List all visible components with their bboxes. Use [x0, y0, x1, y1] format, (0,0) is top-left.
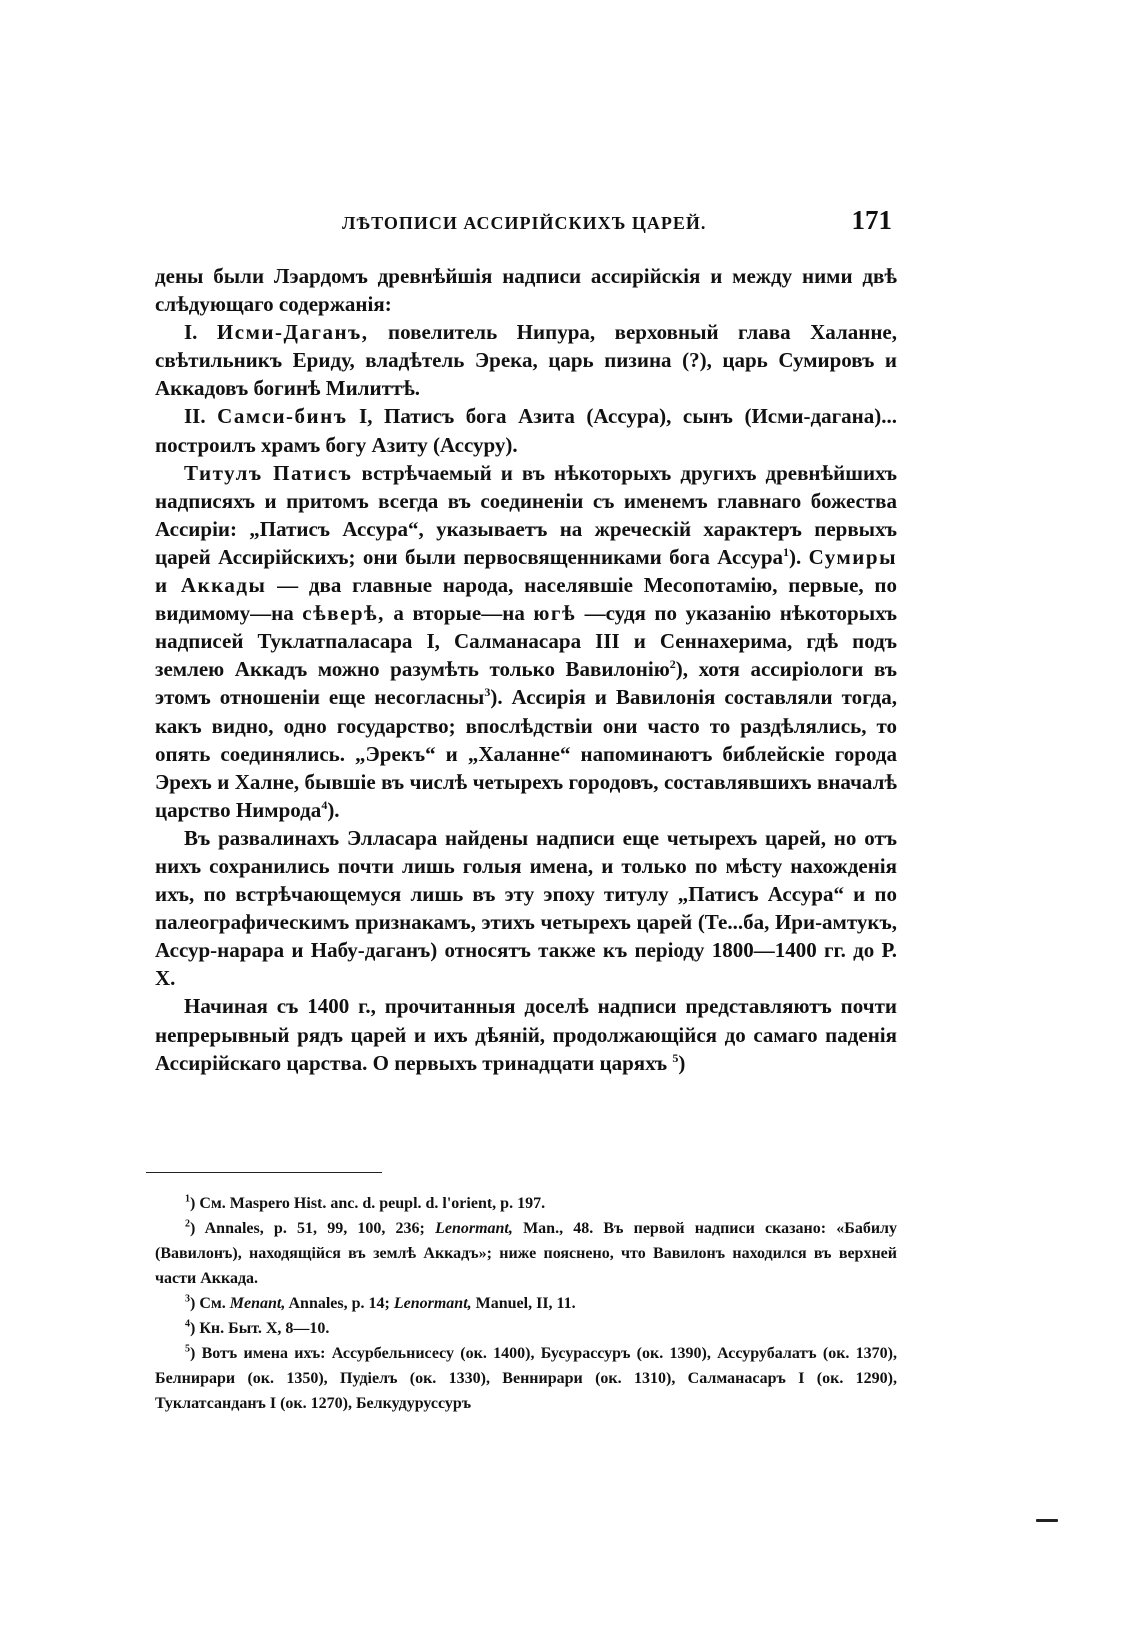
paragraph-6-text: Начиная съ 1400 г., прочитанныя доселѣ надписи представляютъ почти непрерывный рядъ царей и ихъ дѣяній, продолжающійся до самаго паденія Ассирійскаго царства. О первыхъ тринадцати царяхъ [155, 994, 897, 1075]
footnote-ref[interactable]: 1 [783, 544, 789, 559]
footnote-mark: 5 [185, 1343, 190, 1355]
footnote-3-text-a: ) См. [190, 1295, 226, 1312]
paragraph-1 [155, 262, 897, 318]
spaced-term: Сумиры и Аккады [155, 544, 897, 598]
paragraph-4-text-a: встрѣчаемый и въ нѣкоторыхъ другихъ древнѣйшихъ надписяхъ и притомъ всегда въ соединеніи съ именемъ главнаго божества Ассиріи: „Патисъ Ассура“, указываетъ на жреческій характеръ первыхъ царей Ассирійскихъ; они были первосвященниками бога Ассура [155, 460, 898, 569]
footnote-4-text: ) Кн. Быт. X, 8—10. [190, 1320, 330, 1337]
footnote-mark: 1 [185, 1193, 190, 1205]
paren: ). [789, 544, 802, 569]
paragraph-3-text: I, Патисъ бога Азита (Ассура), сынъ (Исми-дагана)... построилъ храмъ богу Азиту (Ассуру). [155, 404, 898, 457]
paragraph-5 [155, 824, 897, 993]
footnote-2-text-b: Man., 48. Въ первой надписи сказано: «Бабилу (Вавилонъ), находящійся въ землѣ Аккадъ»; ниже пояснено, что Вавилонъ находился въ верхней части Аккада. [155, 1220, 898, 1287]
paragraph-4-text-c: а вторые—на [393, 601, 525, 626]
paragraph-4-text-b: — два главные народа, населявшіе Месопотамію, первые, по видимому—на [155, 573, 897, 626]
paragraph-2 [155, 318, 897, 402]
footnote-3 [155, 1291, 897, 1316]
paragraph-4: Титулъ Патисъ встрѣчаемый и въ нѣкоторыхъ другихъ древнѣйшихъ надписяхъ и притомъ всегда въ соединеніи съ именемъ главнаго божества Ассиріи: „Патисъ Ассура“, указываетъ на жреческій характеръ первыхъ царей Ассирійскихъ; они были первосвященниками бога Ассура$^1$). Сумиры и Аккады — два главные народа, населявшіе Месопотамію, первые, по видимому—на сѣверѣ, а вторые—на югѣ —судя по указанію нѣкоторыхъ надписей Туклатпаласара I, Салманасара III и Сеннахерима, гдѣ подъ землею Аккадъ можно разумѣть только Вавилонію$^2$), хотя ассиріологи въ этомъ отношеніи еще несогласны$^3$). Ассирія и Вавилонія составляли тогда, какъ видно, одно государство; впослѣдствіи они часто то раздѣлялись, то опять соединялись. „Эрекъ“ и „Халанне“ напоминаютъ библейскіе города Эрехъ и Халне, бывшіе въ числѣ четырехъ городовъ, составлявшихъ вначалѣ царство Нимрода$^4$). [155, 460, 898, 822]
inscription-number: II. [184, 404, 206, 429]
footnote-divider [146, 1172, 382, 1173]
footnote-mark: 2 [185, 1218, 190, 1230]
paragraph-2-text: повелитель Нипура, верховный глава Халанне, свѣтильникъ Ериду, владѣтель Эрека, царь пизина (?), царь Сумировъ и Аккадовъ богинѣ Милиттѣ. [155, 320, 898, 401]
footnote-5 [155, 1341, 897, 1416]
author-name: Menant, [229, 1295, 286, 1312]
page-number: 171 [851, 205, 892, 235]
footnote-ref[interactable]: 2 [669, 657, 676, 672]
paragraph-5-text: Въ развалинахъ Элласара найдены надписи еще четырехъ царей, но отъ нихъ сохранились почти лишь голыя имена, и только по мѣсту нахожденія ихъ, по встрѣчающемуся лишь въ эту эпоху титулу „Патисъ Ассура“ и по палеографическимъ признакамъ, этихъ четырехъ царей (Те...ба, Ири-амтукъ, Ассур-нарара и Набу-даганъ) относятъ также къ періоду 1800—1400 гг. до Р. Х. [155, 825, 897, 991]
footnote-ref[interactable]: 4 [321, 797, 328, 812]
footnote-ref[interactable]: 5 [672, 1050, 679, 1065]
body-text [155, 262, 897, 1077]
king-name: Исми-Даганъ, [216, 320, 369, 345]
footnote-mark: 3 [185, 1293, 190, 1305]
paren: ). [327, 797, 340, 822]
author-name: Lenormant, [393, 1295, 472, 1312]
footnote-4 [155, 1316, 897, 1341]
paragraph-6: Начиная съ 1400 г., прочитанныя доселѣ надписи представляютъ почти непрерывный рядъ царей и ихъ дѣяній, продолжающійся до самаго паденія Ассирійскаго царства. О первыхъ тринадцати царяхъ $^5$) [155, 994, 897, 1075]
spaced-term: югѣ [533, 601, 577, 626]
footnote-ref[interactable]: 3 [484, 685, 491, 700]
paragraph-3 [155, 402, 897, 458]
footnote-1-text: ) См. Maspero Hist. anc. d. peupl. d. l'orient, p. 197. [190, 1195, 546, 1212]
page-header [332, 207, 892, 241]
running-title: ЛѢТОПИСИ АССИРІЙСКИХЪ ЦАРЕЙ. [342, 213, 707, 233]
footnote-mark: 4 [185, 1318, 190, 1330]
inscription-number: I. [184, 320, 198, 345]
footnote-1 [155, 1191, 897, 1216]
footnote-3-text-c: Manuel, II, 11. [475, 1295, 576, 1312]
spaced-term: сѣверѣ, [302, 601, 385, 626]
footnote-2-text-a: ) Annales, p. 51, 99, 100, 236; [190, 1220, 425, 1237]
paragraph-4-text-d: —судя по указанію нѣкоторыхъ надписей Туклатпаласара I, Салманасара III и Сеннахерима, гдѣ подъ землею Аккадъ можно разумѣть только Вавилонію [155, 601, 898, 682]
footnote-2 [155, 1216, 897, 1291]
king-name: Самси-бинъ [217, 404, 348, 429]
paragraph-4-text-f: . Ассирія и Вавилонія составляли тогда, какъ видно, одно государство; впослѣдствіи они часто то раздѣлялись, то опять соединялись. „Эрекъ“ и „Халанне“ напоминаютъ библейскіе города Эрехъ и Халне, бывшіе въ числѣ четырехъ городовъ, составлявшихъ вначалѣ царство Нимрода [155, 685, 897, 822]
footnote-3-text-b: Annales, p. 14; [288, 1295, 390, 1312]
author-name: Lenormant, [435, 1220, 513, 1237]
footnotes [155, 1191, 897, 1416]
paragraph-1-text: дены были Лэардомъ древнѣйшія надписи ассирійскія и между ними двѣ слѣдующаго содержанія: [155, 264, 897, 317]
paragraph-4-text-e: , хотя ассиріологи въ этомъ отношеніи еще несогласны [155, 657, 898, 710]
spaced-term: Титулъ Патисъ [184, 460, 353, 485]
footnote-5-text: ) Вотъ имена ихъ: Ассурбельнисесу (ок. 1400), Бусурассуръ (ок. 1390), Ассурубалатъ (ок. 1370), Белнирари (ок. 1350), Пудіелъ (ок. 1330), Веннирари (ок. 1310), Салманасаръ I (ок. 1290), Туклатсанданъ I (ок. 1270), Белкудуруссуръ [155, 1345, 897, 1412]
scan-mark [1036, 1519, 1058, 1522]
